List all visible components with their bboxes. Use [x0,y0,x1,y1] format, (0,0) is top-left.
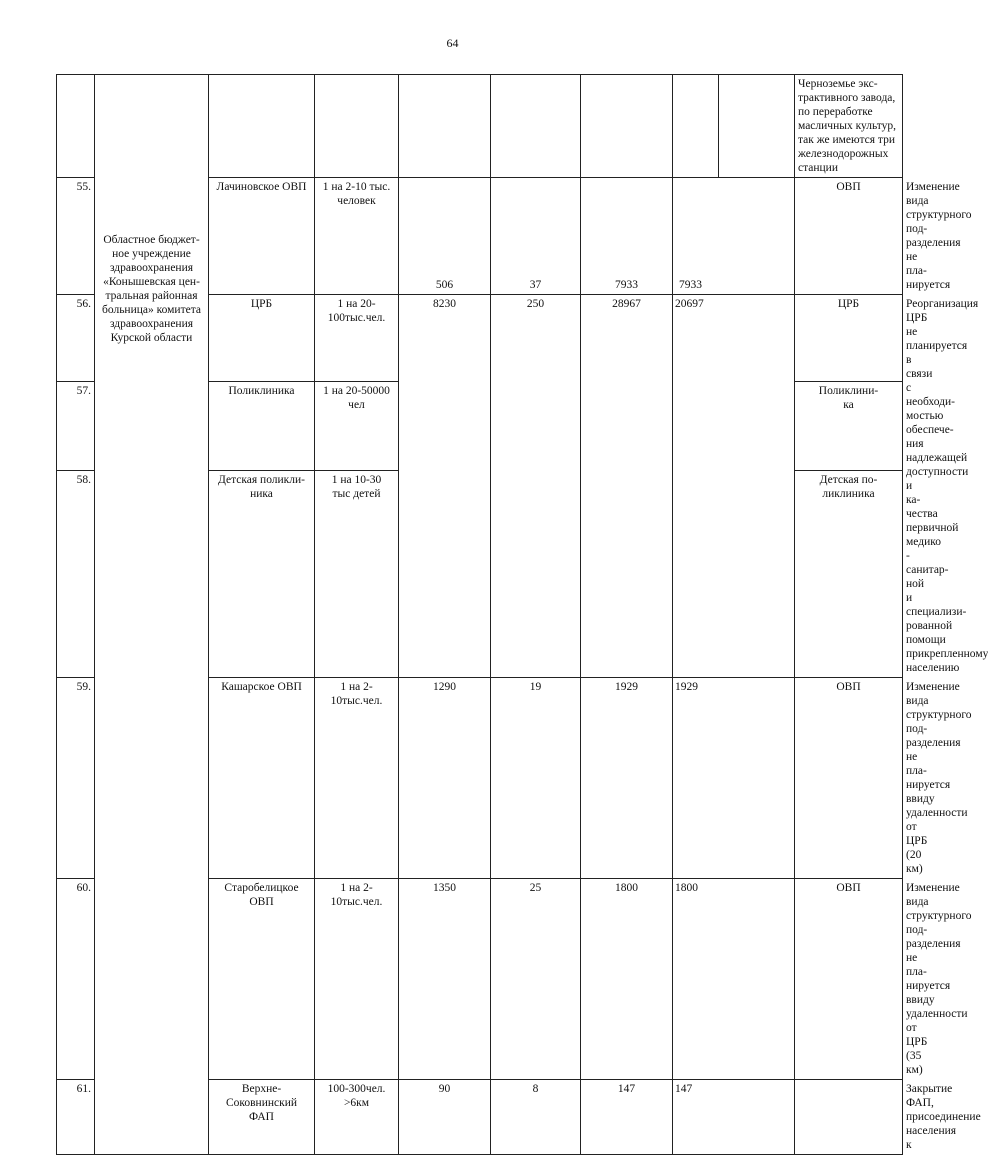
value-cell: 1800 [581,879,673,1080]
type-cell: ОВП [795,678,903,879]
value-cell: 28967 [581,295,673,678]
value-cell: 1350 [399,879,491,1080]
value-cell: 1929 [673,678,795,879]
norm-cell: 1 на 20- 100тыс.чел. [315,295,399,382]
row-number: 61. [57,1080,95,1155]
norm-cell: 1 на 2- 10тыс.чел. [315,879,399,1080]
table-row: 56. ЦРБ 1 на 20- 100тыс.чел. 8230 250 28967 20697 ЦРБ Реорганизация ЦРБ не планируется в связи с необходи- мостью обеспече- ния надлежащей доступности и ка- чества первичной медико - санитар- ной и специализи- рованной помощи прикрепленному населению [57,295,903,382]
type-cell: ОВП [795,879,903,1080]
table-row: 55. Лачиновское ОВП 1 на 2-10 тыс. человек 506 37 7933 7933 ОВП Изменение вида структурного под- разделения не пла- нируется [57,178,903,295]
institution-cell: Областное бюджет- ное учреждение здравоохранения «Конышевская цен- тральная районная больница» комитета здравоохранения Курской области [95,75,209,1155]
page-number: 64 [446,36,459,50]
value-cell: 8230 [399,295,491,678]
row-number: 56. [57,295,95,382]
value-cell: 1929 [581,678,673,879]
unit-cell: Лачиновское ОВП [209,178,315,295]
value-cell: 147 [581,1080,673,1155]
value-cell: 7933 [581,178,673,295]
value-cell: 1290 [399,678,491,879]
unit-cell: Детская поликли- ника [209,471,315,678]
norm-cell: 1 на 10-30 тыс детей [315,471,399,678]
type-cell: Детская по- ликлиника [795,471,903,678]
table-row: 60. Старобелицкое ОВП 1 на 2- 10тыс.чел. 1350 25 1800 1800 ОВП Изменение вида структурного под- разделения не пла- нируется ввиду удаленности от ЦРБ (35 км) [57,879,903,1080]
value-cell: 1800 [673,879,795,1080]
facilities-table [56,74,988,1155]
value-cell: 8 [491,1080,581,1155]
row-number: 55. [57,178,95,295]
norm-cell: 1 на 2- 10тыс.чел. [315,678,399,879]
type-cell [795,1080,903,1155]
type-cell: ЦРБ [795,295,903,382]
row-number: 58. [57,471,95,678]
type-cell: Поликлини- ка [795,381,903,470]
value-cell: 7933 [673,178,795,295]
norm-cell: 100-300чел. >6км [315,1080,399,1155]
table-row: 61. Верхне- Соковнинский ФАП 100-300чел. >6км 90 8 147 147 Закрытие ФАП, присоединение населения к [57,1080,903,1155]
value-cell: 147 [673,1080,795,1155]
value-cell: 250 [491,295,581,678]
unit-cell: Кашарское ОВП [209,678,315,879]
value-cell: 25 [491,879,581,1080]
unit-cell: Верхне- Соковнинский ФАП [209,1080,315,1155]
value-cell: 506 [399,178,491,295]
value-cell: 37 [491,178,581,295]
unit-cell: Поликлиника [209,381,315,470]
row-number: 60. [57,879,95,1080]
value-cell: 90 [399,1080,491,1155]
table-row: 59. Кашарское ОВП 1 на 2- 10тыс.чел. 1290 19 1929 1929 ОВП Изменение вида структурного под- разделения не пла- нируется ввиду удаленности от ЦРБ (20 км) [57,678,903,879]
norm-cell: 1 на 20-50000 чел [315,381,399,470]
row-number: 59. [57,678,95,879]
type-cell: ОВП [795,178,903,295]
row-number: 57. [57,381,95,470]
note-cell: Черноземье экс- трактивного завода, по переработке масличных культур, так же имеются три железнодорожных станции [795,75,903,178]
value-cell: 20697 [673,295,795,678]
value-cell: 19 [491,678,581,879]
unit-cell: ЦРБ [209,295,315,382]
table-row [57,75,903,178]
unit-cell: Старобелицкое ОВП [209,879,315,1080]
norm-cell: 1 на 2-10 тыс. человек [315,178,399,295]
